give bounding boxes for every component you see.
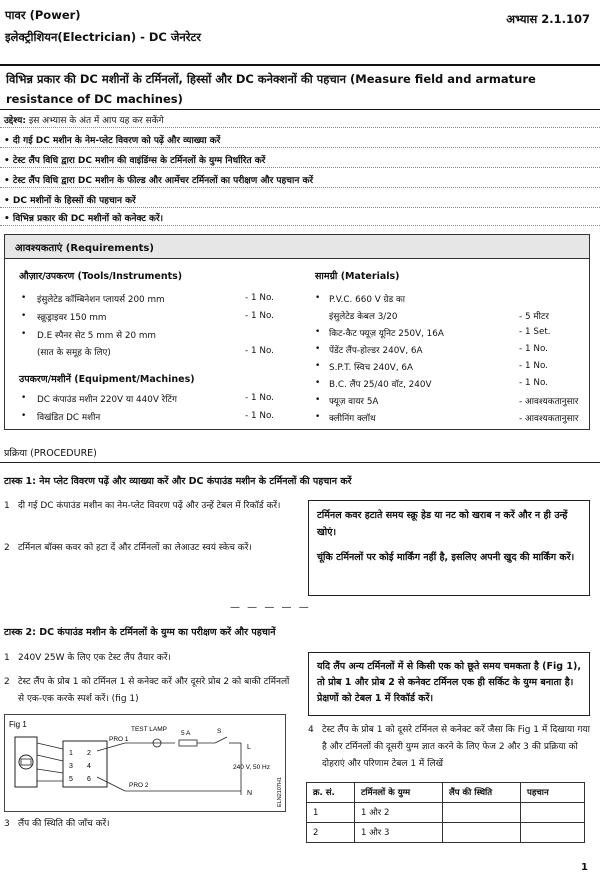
table-header-cell: लैंप की स्थिति [443, 783, 521, 803]
fig1-diagram [4, 714, 286, 812]
table-cell [443, 823, 521, 843]
table-header-cell: टर्मिनलों के युग्म [355, 783, 443, 803]
note-text: टर्मिनल कवर हटाते समय स्क्रू हेड या नट को खराब न करें और न ही उन्हें खोएं। [317, 510, 568, 538]
objective-item: • दी गई DC मशीन के नेम-प्लेट विवरण को पढ़ें और व्याख्या करें [4, 136, 221, 146]
svg-text:2: 2 [87, 750, 91, 757]
svg-text:6: 6 [87, 776, 91, 783]
svg-text:TEST LAMP: TEST LAMP [131, 726, 168, 733]
svg-text:PRO 1: PRO 1 [109, 736, 129, 743]
svg-text:240 V, 50 Hz: 240 V, 50 Hz [233, 764, 270, 771]
svg-text:S: S [217, 728, 222, 735]
table-row [307, 823, 585, 843]
table-cell [521, 803, 585, 823]
exercise-number: अभ्यास 2.1.107 [506, 12, 590, 26]
objective-item: • विभिन्न प्रकार की DC मशीनों को कनेक्ट करें। [4, 214, 164, 224]
task2-heading: टास्क 2: DC कंपाउंड मशीन के टर्मिनलों के युग्म का परीक्षण करें और पहचानें [4, 627, 276, 638]
procedure-heading: प्रक्रिया (PROCEDURE) [4, 448, 97, 459]
svg-text:1: 1 [69, 750, 73, 757]
objective-item: • टेस्ट लैंप विधि द्वारा DC मशीन के फील्ड और आर्मेचर टर्मिनलों का परीक्षण और पहचान करें [4, 176, 314, 186]
svg-text:L: L [247, 744, 251, 751]
table-cell: 1 और 2 [355, 803, 443, 823]
objectives-intro-text: इस अभ्यास के अंत में आप यह कर सकेंगे [28, 116, 164, 126]
task1-heading: टास्क 1: नेम प्लेट विवरण पढ़ें और व्याख्या करें और DC कंपाउंड मशीन के टर्मिनलों की पहचान करें [4, 476, 352, 487]
equipment-heading: उपकरण/मशीनें (Equipment/Machines) [19, 374, 195, 385]
results-table-wrapper [306, 782, 585, 843]
table-header-row [307, 783, 585, 803]
table-cell [443, 803, 521, 823]
table-header-cell: क्र. सं. [307, 783, 355, 803]
svg-text:PRO 2: PRO 2 [129, 782, 149, 789]
note-text: यदि लैंप अन्य टर्मिनलों में से किसी एक को छूते समय चमकता है (Fig 1), तो प्रोब 1 और प्रोब 2 से कनेक्ट टर्मिनल एक ही सर्किट के युग्म बनाता है। प्रेक्षणों को टेबल 1 में रिकॉर्ड करें। [317, 661, 581, 704]
materials-heading: सामग्री (Materials) [315, 271, 400, 282]
svg-text:4: 4 [87, 763, 91, 770]
svg-text:5: 5 [69, 776, 73, 783]
task1-note-box [308, 500, 590, 596]
header-trade-label: इलेक्ट्रीशियन(Electrician) - DC जेनरेटर [5, 30, 201, 44]
objectives-intro [4, 113, 164, 126]
objective-item: • DC मशीनों के हिस्सों की पहचान करें [4, 196, 136, 206]
note-text: चूंकि टर्मिनलों पर कोई मार्किंग नहीं है, इसलिए अपनी खुद की मार्किंग करें। [317, 552, 575, 563]
objectives-label: उद्देश्य: [4, 116, 26, 126]
table-cell [521, 823, 585, 843]
tools-heading: औज़ार/उपकरण (Tools/Instruments) [19, 271, 183, 282]
task2-note-box [308, 652, 590, 716]
fig1-circuit-svg [5, 715, 287, 813]
svg-text:N: N [247, 790, 253, 797]
page-number: 1 [581, 862, 588, 873]
page-title: विभिन्न प्रकार की DC मशीनों के टर्मिनलों, हिस्सों और DC कनेक्शनों की पहचान (Measure field and armature resistance of DC machines) [0, 64, 600, 110]
section-separator: — — — — — [230, 602, 311, 613]
objective-item: • टेस्ट लैंप विधि द्वारा DC मशीन की वाइंडिंग्स के टर्मिनलों के युग्म निर्धारित करें [4, 156, 266, 166]
table-cell: 1 और 3 [355, 823, 443, 843]
svg-text:5 A: 5 A [181, 730, 191, 737]
table-cell: 2 [307, 823, 355, 843]
header-section-label: पावर (Power) [5, 8, 81, 22]
svg-text:3: 3 [69, 763, 73, 770]
results-table [306, 782, 585, 843]
table-row [307, 803, 585, 823]
table-header-cell: पहचान [521, 783, 585, 803]
requirements-box: आवश्यकताएं (Requirements) औज़ार/उपकरण (Tools/Instruments) • इंसुलेटेड कॉम्बिनेशन प्लायर्स 200 mm - 1 No. • स्क्रूड्राइवर 150 mm - 1 No. • D.E स्पैनर सेट 5 mm से 20 mm (सात के समूह के लिए) - 1 No. उपकरण/मशीनें (Equipment/Machines) • DC कंपाउंड मशीन 220V या 440V रेटिंग - 1 No. • विखंडित DC मशीन - 1 No. सामग्री (Materials) • P.V.C. 660 V ग्रेड का इंसुलेटेड केबल 3/20 - 5 मीटर • किट-कैट फ्यूज़ यूनिट 250V, 16A - 1 Set. • पेंडेंट लैंप-होल्डर 240V, 6A - 1 No. • S.P.T. स्विच 240V, 6A - 1 No. • B.C. लैंप 25/40 वॉट, 240V - 1 No. • फ्यूज़ वायर 5A - आवश्यकतानुसार • क्लीनिंग क्लॉथ - आवश्यकतानुसार [4, 234, 590, 430]
table-cell: 1 [307, 803, 355, 823]
fig1-label: Fig 1 [9, 720, 27, 729]
svg-text:ELN2107H1: ELN2107H1 [277, 777, 283, 807]
requirements-title: आवश्यकताएं (Requirements) [5, 235, 589, 259]
